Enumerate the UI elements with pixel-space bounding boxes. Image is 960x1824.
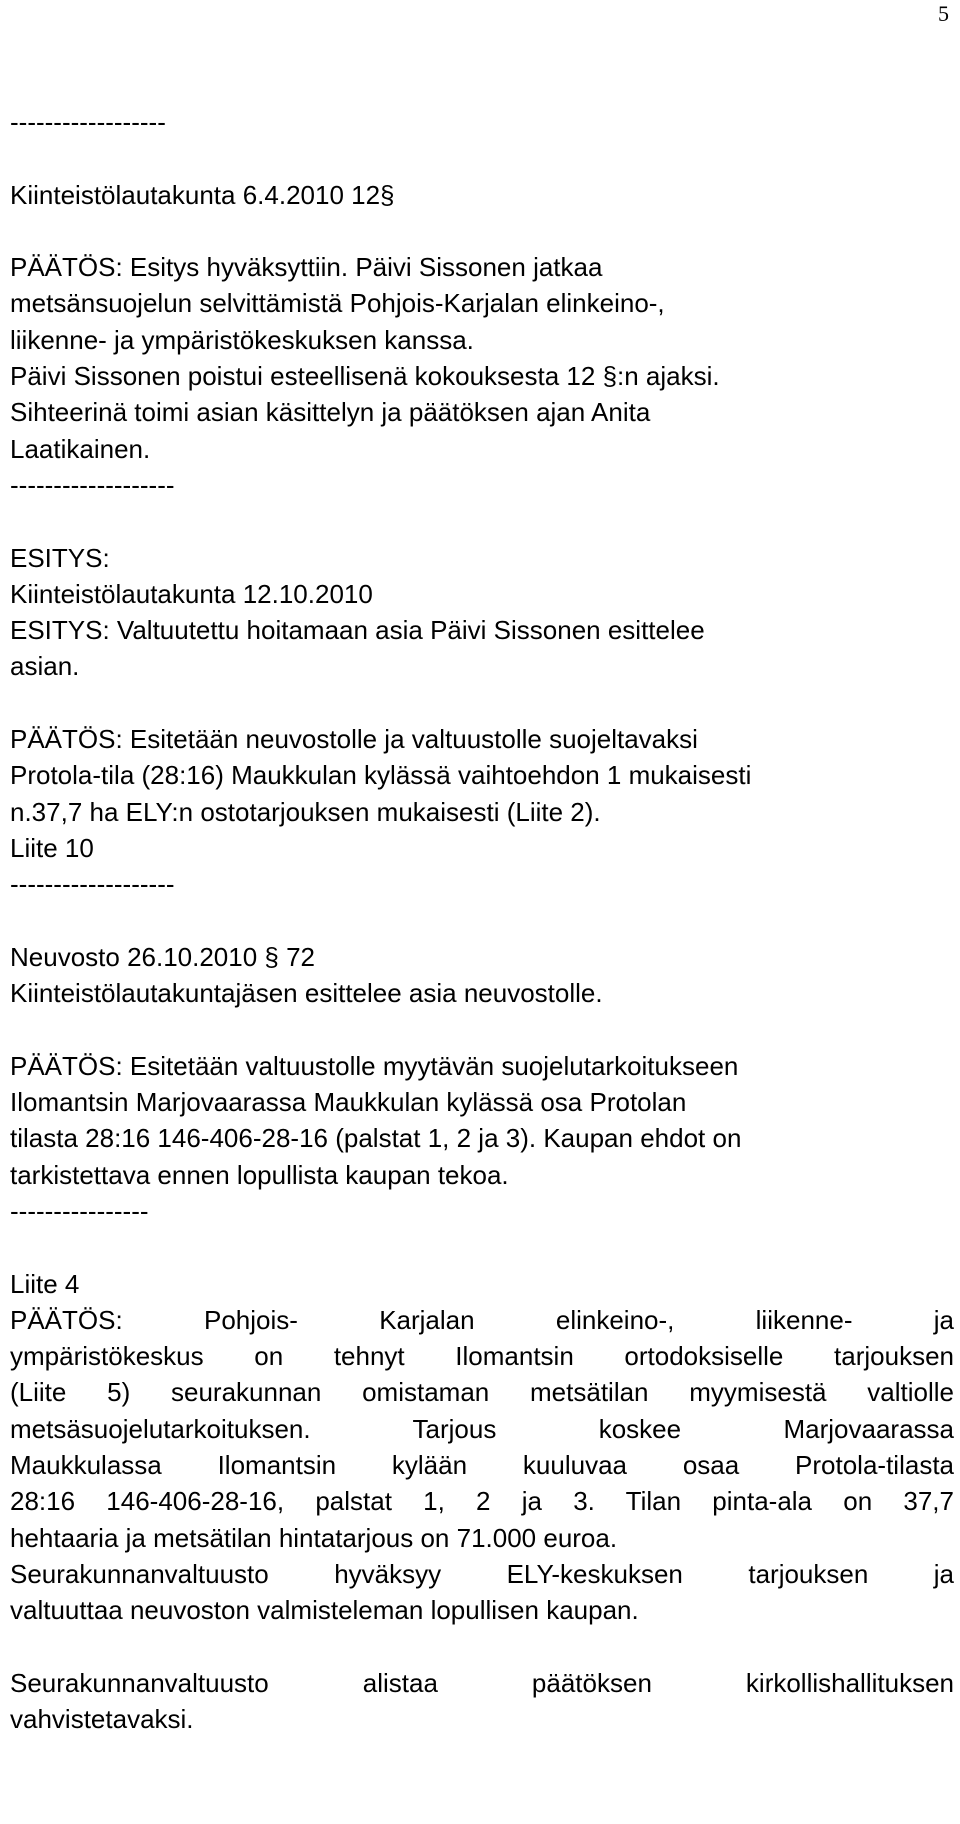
text-line: Seurakunnanvaltuusto alistaa päätöksen kirkollishallituksen: [10, 1667, 954, 1698]
text-line: Ilomantsin Marjovaarassa Maukkulan kylässä osa Protolan: [10, 1087, 687, 1118]
text-line: PÄÄTÖS: Esitetään neuvostolle ja valtuustolle suojeltavaksi: [10, 724, 698, 755]
text-line: 28:16 146-406-28-16, palstat 1, 2 ja 3. Tilan pinta-ala on 37,7: [10, 1486, 954, 1517]
text-line: Kiinteistölautakunta 6.4.2010 12§: [10, 179, 395, 210]
text-line: PÄÄTÖS: Esitys hyväksyttiin. Päivi Sissonen jatkaa: [10, 252, 603, 283]
blank-line: [10, 1628, 954, 1664]
text-line: ----------------: [10, 1195, 149, 1226]
text-line: Kiinteistölautakunta 12.10.2010: [10, 578, 373, 609]
blank-line: [10, 685, 954, 721]
text-line: (Liite 5) seurakunnan omistaman metsätilan myymisestä valtiolle: [10, 1377, 954, 1408]
text-line: PÄÄTÖS: Esitetään valtuustolle myytävän suojelutarkoitukseen: [10, 1050, 739, 1081]
text-line: Liite 10: [10, 832, 94, 863]
text-line: asian.: [10, 651, 80, 682]
page-number: 5: [938, 1, 949, 26]
blank-line: [10, 903, 954, 939]
text-line: Sihteerinä toimi asian käsittelyn ja päätöksen ajan Anita: [10, 397, 651, 428]
text-line: n.37,7 ha ELY:n ostotarjouksen mukaisesti (Liite 2).: [10, 796, 601, 827]
text-line: vahvistetavaksi.: [10, 1704, 194, 1735]
text-line: Maukkulassa Ilomantsin kylään kuuluvaa osaa Protola-tilasta: [10, 1449, 954, 1480]
text-line: metsänsuojelun selvittämistä Pohjois-Karjalan elinkeino-,: [10, 288, 665, 319]
blank-line: [10, 1229, 954, 1265]
text-line: Päivi Sissonen poistui esteellisenä kokouksesta 12 §:n ajaksi.: [10, 361, 720, 392]
text-line: ESITYS:: [10, 542, 110, 573]
blank-line: [10, 503, 954, 539]
blank-line: [10, 1011, 954, 1047]
document-body: [10, 104, 954, 1737]
text-line: Kiinteistölautakuntajäsen esittelee asia neuvostolle.: [10, 978, 603, 1009]
text-line: Protola-tila (28:16) Maukkulan kylässä vaihtoehdon 1 mukaisesti: [10, 760, 752, 791]
text-line: hehtaaria ja metsätilan hintatarjous on 71.000 euroa.: [10, 1522, 618, 1553]
text-line: Liite 4: [10, 1268, 80, 1299]
text-line: -------------------: [10, 869, 175, 900]
text-line: ------------------: [10, 107, 166, 137]
text-line: valtuuttaa neuvoston valmisteleman lopullisen kaupan.: [10, 1595, 639, 1626]
text-line: -------------------: [10, 469, 175, 500]
text-line: liikenne- ja ympäristökeskuksen kanssa.: [10, 324, 474, 355]
text-line: metsäsuojelutarkoituksen. Tarjous koskee Marjovaarassa: [10, 1413, 954, 1444]
text-line: PÄÄTÖS: Pohjois- Karjalan elinkeino-, liikenne- ja: [10, 1304, 954, 1335]
text-line: Laatikainen.: [10, 433, 151, 464]
text-line: Seurakunnanvaltuusto hyväksyy ELY-keskuksen tarjouksen ja: [10, 1558, 954, 1589]
blank-line: [10, 140, 954, 176]
blank-line: [10, 213, 954, 249]
text-line: tarkistettava ennen lopullista kaupan tekoa.: [10, 1159, 509, 1190]
text-line: Neuvosto 26.10.2010 § 72: [10, 941, 316, 972]
text-line: ympäristökeskus on tehnyt Ilomantsin ortodoksiselle tarjouksen: [10, 1341, 954, 1372]
text-line: tilasta 28:16 146-406-28-16 (palstat 1, 2 ja 3). Kaupan ehdot on: [10, 1123, 742, 1154]
text-line: ESITYS: Valtuutettu hoitamaan asia Päivi Sissonen esittelee: [10, 615, 705, 646]
